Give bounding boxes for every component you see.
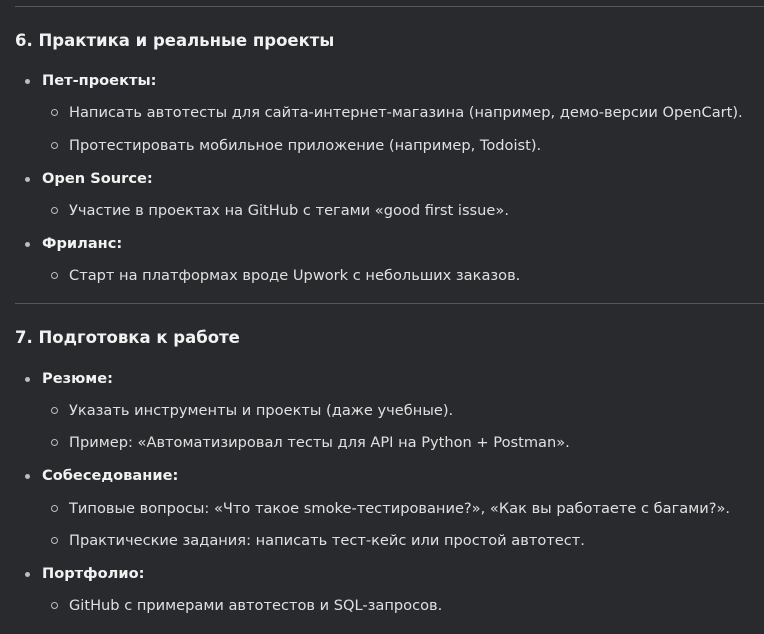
sub-list-item-text: Старт на платформах вроде Upwork с небольших заказов. [69,267,521,284]
list-item-label: Собеседование: [42,467,179,484]
sub-list-item [69,266,520,286]
circle-bullet-icon [51,505,58,512]
sub-list-item [69,433,570,453]
disc-bullet-icon [25,572,30,577]
list-item [42,564,144,584]
circle-bullet-icon [51,142,58,149]
sub-list-item [69,596,442,616]
sub-list-item-text: Протестировать мобильное приложение (например, Todoist). [69,137,542,154]
sub-list-item [69,499,730,519]
sub-list-item-text: Написать автотесты для сайта-интернет-магазина (например, демо-версии OpenCart). [69,104,743,121]
disc-bullet-icon [25,79,30,84]
sub-list-item [69,201,509,221]
sub-list-item-text: Указать инструменты и проекты (даже учебные). [69,402,454,419]
disc-bullet-icon [25,377,30,382]
list-item [42,369,113,389]
sub-list-item-text: Типовые вопросы: «Что такое smoke-тестирование?», «Как вы работаете с багами?». [69,500,731,517]
disc-bullet-icon [25,177,30,182]
sub-list-item-text: GitHub с примерами автотестов и SQL-запросов. [69,597,443,614]
list-item-label: Open Source: [42,170,153,187]
list-item [42,71,156,91]
circle-bullet-icon [51,537,58,544]
list-item-label: Портфолио: [42,565,145,582]
disc-bullet-icon [25,242,30,247]
list-item [42,169,153,189]
list-item-label: Фриланс: [42,235,123,252]
disc-bullet-icon [25,474,30,479]
circle-bullet-icon [51,407,58,414]
section-heading: 6. Практика и реальные проекты [15,31,335,50]
circle-bullet-icon [51,272,58,279]
section-heading: 7. Подготовка к работе [15,328,240,347]
list-item-label: Резюме: [42,370,113,387]
circle-bullet-icon [51,439,58,446]
list-item [42,234,122,254]
sub-list-item [69,136,541,156]
circle-bullet-icon [51,109,58,116]
circle-bullet-icon [51,602,58,609]
list-item [42,466,178,486]
section-divider [15,303,764,304]
section-divider [15,6,764,7]
sub-list-item-text: Участие в проектах на GitHub с тегами «good first issue». [69,202,509,219]
sub-list-item [69,531,585,551]
sub-list-item-text: Практические задания: написать тест-кейс или простой автотест. [69,532,585,549]
sub-list-item [69,401,453,421]
sub-list-item-text: Пример: «Автоматизировал тесты для API на Python + Postman». [69,434,570,451]
circle-bullet-icon [51,207,58,214]
list-item-label: Пет-проекты: [42,72,157,89]
sub-list-item [69,103,743,123]
